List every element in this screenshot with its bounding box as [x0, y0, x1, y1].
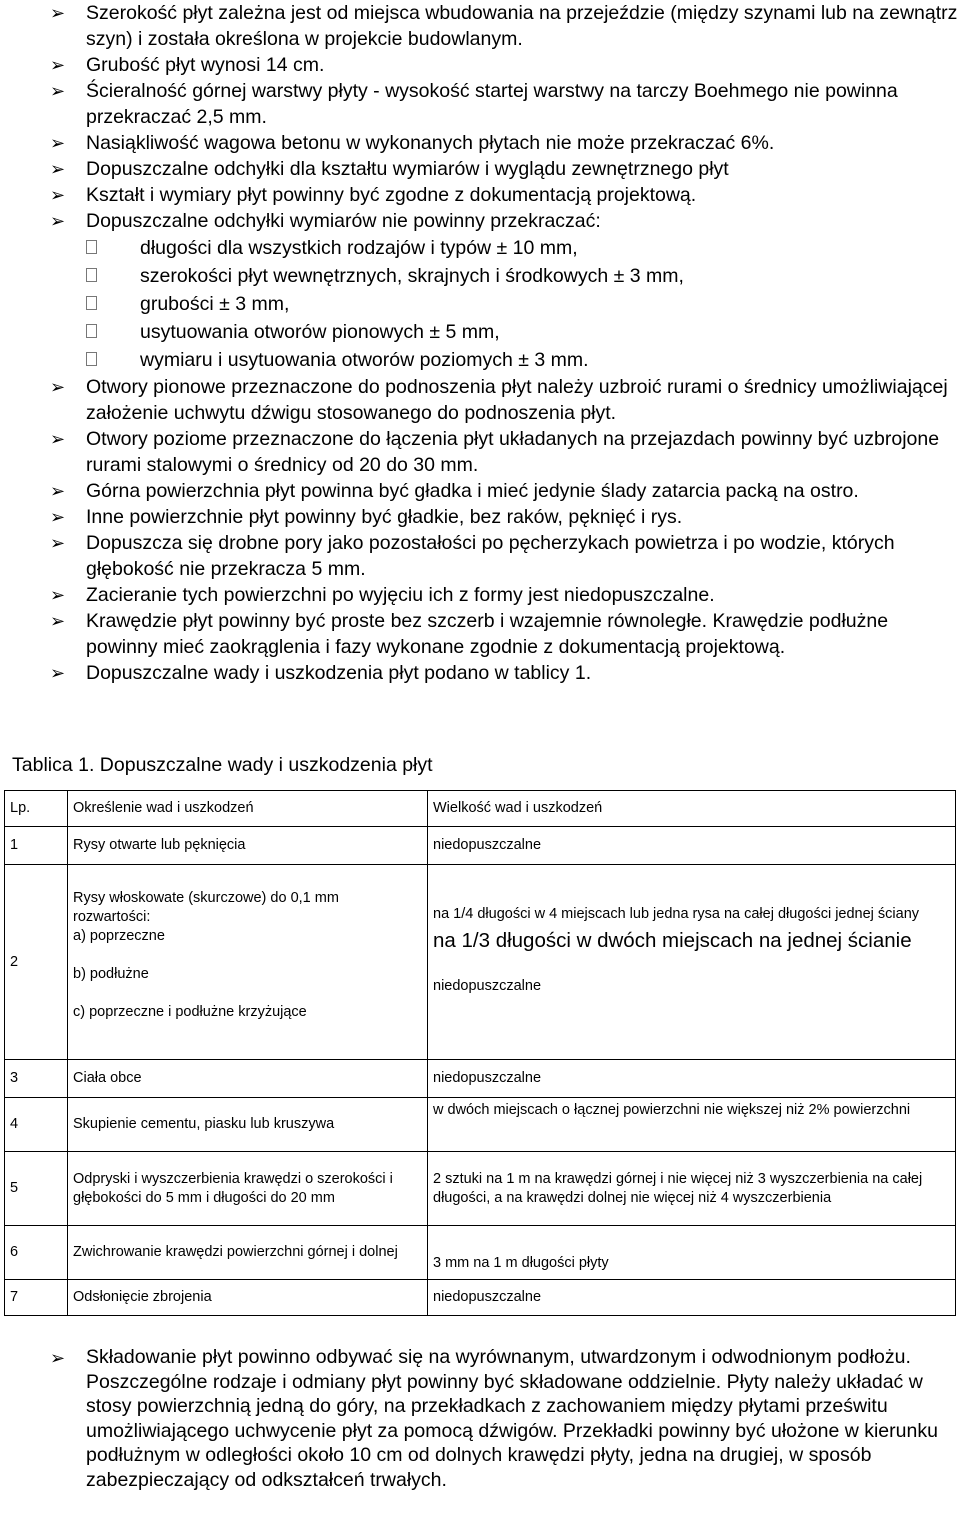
arrowhead-bullet-icon: ➢	[50, 377, 66, 397]
crack-type-c: c) poprzeczne i podłużne krzyżujące	[73, 1004, 307, 1020]
cell-name: Ciała obce	[68, 1060, 428, 1098]
arrowhead-bullet-icon: ➢	[50, 3, 66, 23]
defects-table	[4, 790, 956, 1316]
cell-lp: 2	[5, 865, 68, 1060]
table-row	[5, 827, 956, 865]
arrowhead-bullet-icon: ➢	[50, 663, 66, 683]
list-item: ➢ Nasiąkliwość wagowa betonu w wykonanych płytach nie może przekraczać 6%.	[50, 132, 775, 154]
header-cell-lp: Lp.	[5, 791, 68, 827]
cell-lp: 5	[5, 1152, 68, 1226]
empty-box-icon	[86, 268, 97, 282]
arrowhead-bullet-icon: ➢	[50, 81, 66, 101]
table-row	[5, 1280, 956, 1316]
sub-list-item: usytuowania otworów pionowych ± 5 mm,	[0, 318, 960, 346]
list-item: ➢ Dopuszczalne odchyłki dla kształtu wymiarów i wyglądu zewnętrznego płyt	[50, 158, 729, 180]
sub-list-item: wymiaru i usytuowania otworów poziomych ± 3 mm.	[0, 346, 960, 374]
cell-value: w dwóch miejscach o łącznej powierzchni nie większej niż 2% powierzchni	[428, 1098, 956, 1152]
header-cell-name: Określenie wad i uszkodzeń	[68, 791, 428, 827]
list-item: ➢ Krawędzie płyt powinny być proste bez szczerb i wzajemnie równoległe. Krawędzie podłużne powinny mieć zaokrąglenia i fazy wykonane zgodnie z dokumentacją projektową.	[50, 610, 889, 658]
list-item: ➢ Otwory pionowe przeznaczone do podnoszenia płyt należy uzbroić rurami o średnicy umożliwiającej założenie uchwytu dźwigu stosowanego do podnoszenia płyt.	[50, 376, 948, 424]
cell-lp: 7	[5, 1280, 68, 1316]
arrowhead-bullet-icon: ➢	[50, 429, 66, 449]
cell-value: niedopuszczalne	[428, 1060, 956, 1098]
cell-name: Rysy otwarte lub pęknięcia	[68, 827, 428, 865]
empty-box-icon	[86, 240, 97, 254]
cell-lp: 6	[5, 1226, 68, 1280]
sub-list-item: szerokości płyt wewnętrznych, skrajnych i środkowych ± 3 mm,	[0, 262, 960, 290]
spec-list-top	[0, 0, 960, 234]
header-cell-value: Wielkość wad i uszkodzeń	[428, 791, 956, 827]
arrowhead-bullet-icon: ➢	[50, 211, 66, 231]
cell-name: Odsłonięcie zbrojenia	[68, 1280, 428, 1316]
crack-value-a: na 1/4 długości w 4 miejscach lub jedna rysa na całej długości jednej ściany	[433, 906, 920, 922]
list-item: ➢ Dopuszczalne wady i uszkodzenia płyt podano w tablicy 1.	[50, 662, 592, 684]
list-item: ➢ Otwory poziome przeznaczone do łączenia płyt układanych na przejazdach powinny być uzbrojone rurami stalowymi o średnicy od 20 do 30 mm.	[50, 428, 940, 476]
list-item: ➢ Szerokość płyt zależna jest od miejsca wbudowania na przejeździe (między szynami lub na zewnątrz szyn) i została określona w projekcie budowlanym.	[50, 2, 958, 50]
arrowhead-bullet-icon: ➢	[50, 533, 66, 553]
list-item: ➢ Składowanie płyt powinno odbywać się na wyrównanym, utwardzonym i odwodnionym podłożu. Poszczególne rodzaje i odmiany płyt powinny być składowane oddzielnie. Płyty należy układać w stosy powierzchnią jedną do góry, na przekładkach z zachowaniem między płytami prześwitu umożliwiającego uchwycenie płyt za pomocą dźwigów. Przekładki powinny być ułożone w kierunku podłużnym w odległości około 10 cm od dolnych krawędzi płyty, jedna na drugiej, w sposób zabezpieczający od odkształceń trwałych.	[50, 1346, 938, 1491]
cell-name: Zwichrowanie krawędzi powierzchni górnej i dolnej	[68, 1226, 428, 1280]
table-caption: Tablica 1. Dopuszczalne wady i uszkodzenia płyt	[12, 754, 433, 776]
cell-lp: 4	[5, 1098, 68, 1152]
cell-lp: 1	[5, 827, 68, 865]
cell-name: Skupienie cementu, piasku lub kruszywa	[68, 1098, 428, 1152]
crack-value-b: na 1/3 długości w dwóch miejscach na jednej ścianie	[433, 929, 912, 952]
list-item: ➢ Kształt i wymiary płyt powinny być zgodne z dokumentacją projektową.	[50, 184, 697, 206]
cell-name	[68, 865, 428, 1060]
tolerance-sublist	[0, 234, 960, 374]
list-item: ➢ Górna powierzchnia płyt powinna być gładka i mieć jedynie ślady zatarcia packą na ostro.	[50, 480, 859, 502]
table-row	[5, 1060, 956, 1098]
cell-value: 3 mm na 1 m długości płyty	[428, 1226, 956, 1280]
list-item: ➢ Dopuszcza się drobne pory jako pozostałości po pęcherzykach powietrza i po wodzie, których głębokość nie przekracza 5 mm.	[50, 532, 895, 580]
table-row	[5, 1226, 956, 1280]
cell-name: Odpryski i wyszczerbienia krawędzi o szerokości i głębokości do 5 mm i długości do 20 mm	[68, 1152, 428, 1226]
cell-value	[428, 865, 956, 1060]
empty-box-icon	[86, 352, 97, 366]
arrowhead-bullet-icon: ➢	[50, 159, 66, 179]
list-item: ➢ Inne powierzchnie płyt powinny być gładkie, bez raków, pęknięć i rys.	[50, 506, 683, 528]
table-row	[5, 1098, 956, 1152]
cell-value: 2 sztuki na 1 m na krawędzi górnej i nie więcej niż 3 wyszczerbienia na całej długości, a na krawędzi dolnej nie więcej niż 4 wyszczerbienia	[428, 1152, 956, 1226]
sub-list-item: długości dla wszystkich rodzajów i typów ± 10 mm,	[0, 234, 960, 262]
list-item: ➢ Dopuszczalne odchyłki wymiarów nie powinny przekraczać:	[50, 210, 601, 232]
spec-list-mid	[0, 374, 960, 686]
crack-type-a: a) poprzeczne	[73, 928, 165, 944]
arrowhead-bullet-icon: ➢	[50, 611, 66, 631]
table-row	[5, 1152, 956, 1226]
crack-value-c: niedopuszczalne	[433, 978, 542, 994]
sub-list-item: grubości ± 3 mm,	[0, 290, 960, 318]
table-header-row	[5, 791, 956, 827]
cell-value: niedopuszczalne	[428, 827, 956, 865]
arrowhead-bullet-icon: ➢	[50, 55, 66, 75]
arrowhead-bullet-icon: ➢	[50, 185, 66, 205]
cell-lp: 3	[5, 1060, 68, 1098]
crack-intro: Rysy włoskowate (skurczowe) do 0,1 mm rozwartości:	[73, 890, 339, 925]
arrowhead-bullet-icon: ➢	[50, 1348, 66, 1368]
crack-type-b: b) podłużne	[73, 966, 149, 982]
empty-box-icon	[86, 324, 97, 338]
arrowhead-bullet-icon: ➢	[50, 133, 66, 153]
list-item: ➢ Grubość płyt wynosi 14 cm.	[50, 54, 325, 76]
arrowhead-bullet-icon: ➢	[50, 585, 66, 605]
empty-box-icon	[86, 296, 97, 310]
arrowhead-bullet-icon: ➢	[50, 507, 66, 527]
arrowhead-bullet-icon: ➢	[50, 481, 66, 501]
storage-list	[0, 1345, 960, 1492]
list-item: ➢ Zacieranie tych powierzchni po wyjęciu ich z formy jest niedopuszczalne.	[50, 584, 715, 606]
cell-value: niedopuszczalne	[428, 1280, 956, 1316]
list-item: ➢ Ścieralność górnej warstwy płyty - wysokość startej warstwy na tarczy Boehmego nie powinna przekraczać 2,5 mm.	[50, 80, 898, 128]
table-row	[5, 865, 956, 1060]
